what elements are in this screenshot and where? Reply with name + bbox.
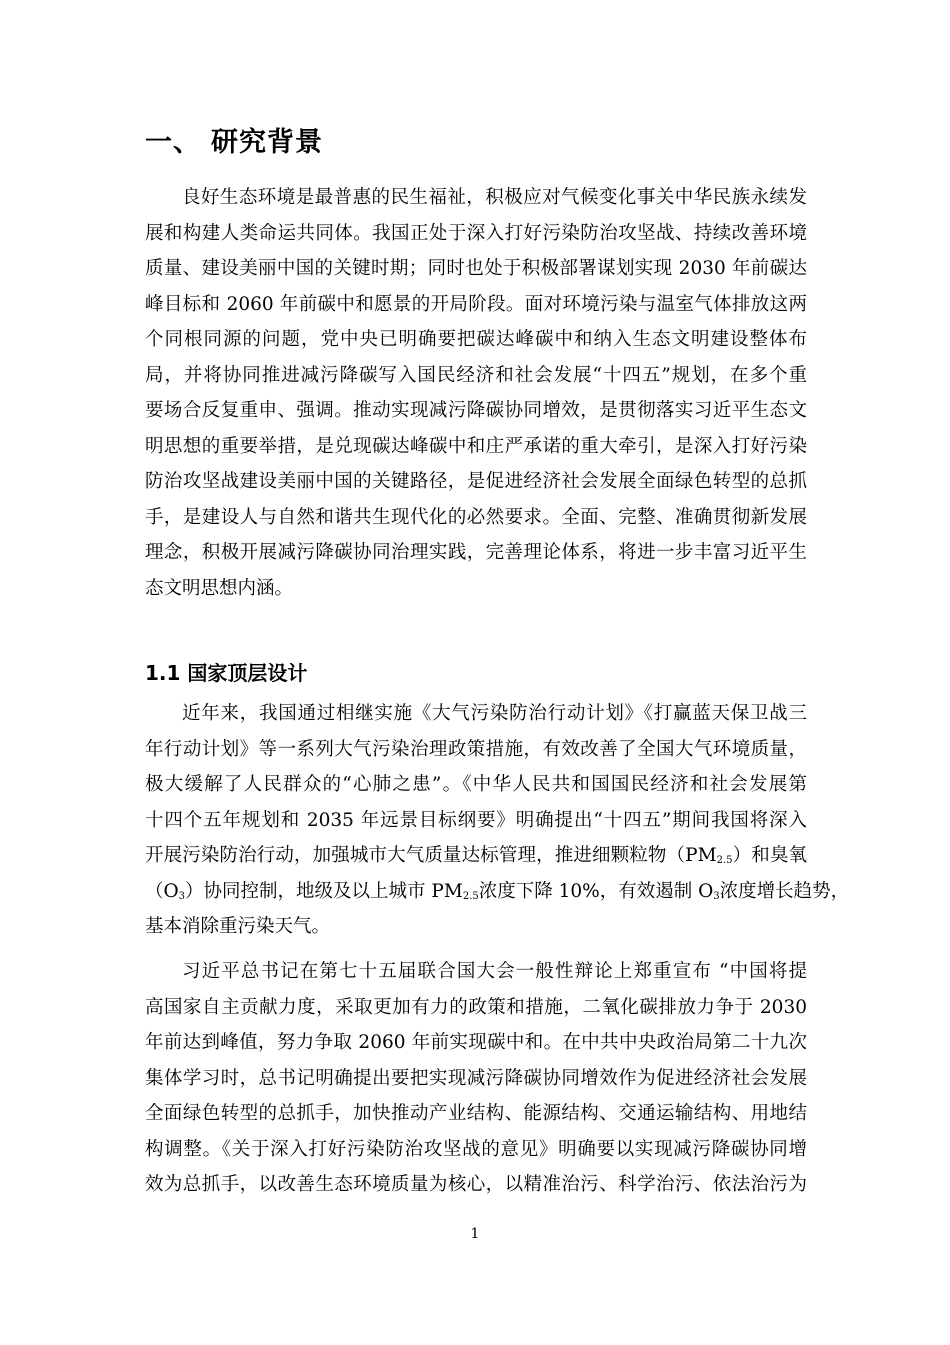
text-line: 极大缓解了人民群众的“心肺之患”。《中华人民共和国国民经济和社会发展第 (145, 774, 807, 795)
text-line: 局，并将协同推进减污降碳写入国民经济和社会发展“十四五”规划，在多个重 (145, 364, 807, 386)
text-line: 防治攻坚战建设美丽中国的关键路径，是促进经济社会发展全面绿色转型的总抓 (145, 471, 807, 492)
text-fragment: 开展污染防治行动，加强城市大气质量达标管理，推进细颗粒物（PM (145, 845, 717, 866)
paragraph-background (145, 180, 807, 606)
text-line: 效为总抓手，以改善生态环境质量为核心，以精准治污、科学治污、依法治污为 (145, 1174, 807, 1195)
section-heading (145, 120, 323, 159)
subscript: 2.5 (462, 890, 479, 902)
text-fragment: ）协同控制，地级及以上城市 PM (185, 880, 463, 902)
text-line: 基本消除重污染天气。 (145, 916, 331, 937)
subsection-heading: 1.1 国家顶层设计 (145, 661, 308, 685)
text-line: 近年来，我国通过相继实施《大气污染防治行动计划》《打赢蓝天保卫战三 (182, 703, 807, 724)
text-line: 明思想的重要举措，是兑现碳达峰碳中和庄严承诺的重大牵引，是深入打好污染 (145, 435, 807, 457)
text-line (145, 838, 807, 874)
text-line: 集体学习时，总书记明确提出要把实现减污降碳协同增效作为促进经济社会发展 (145, 1067, 807, 1089)
text-line: 个同根同源的问题，党中央已明确要把碳达峰碳中和纳入生态文明建设整体布 (145, 329, 807, 350)
paragraph-policy (145, 696, 850, 945)
text-fragment: ）和臭氧 (732, 845, 807, 866)
section-number: 一、 (145, 127, 201, 158)
text-line: 展和构建人类命运共同体。我国正处于深入打好污染防治攻坚战、持续改善环境 (145, 222, 807, 244)
text-fragment: 浓度增长趋势， (719, 880, 850, 902)
text-fragment: （O (145, 880, 179, 902)
text-line: 高国家自主贡献力度，采取更加有力的政策和措施，二氧化碳排放力争于 2030 (145, 996, 807, 1018)
page-number: 1 (470, 1226, 480, 1242)
text-line: 良好生态环境是最普惠的民生福祉，积极应对气候变化事关中华民族永续发 (182, 187, 807, 208)
paragraph-commitment (145, 954, 807, 1203)
text-line: 峰目标和 2060 年前碳中和愿景的开局阶段。面对环境污染与温室气体排放这两 (145, 293, 807, 315)
text-line: 态文明思想内涵。 (145, 577, 294, 599)
text-line: 理念，积极开展减污降碳协同治理实践，完善理论体系，将进一步丰富习近平生 (145, 542, 807, 563)
text-line (145, 874, 850, 910)
text-line: 质量、建设美丽中国的关键时期；同时也处于积极部署谋划实现 2030 年前碳达 (145, 258, 807, 279)
text-line: 要场合反复重申、强调。推动实现减污降碳协同增效，是贯彻落实习近平生态文 (145, 400, 807, 421)
text-line: 年前达到峰值，努力争取 2060 年前实现碳中和。在中共中央政治局第二十九次 (145, 1032, 807, 1053)
text-line: 构调整。《关于深入打好污染防治攻坚战的意见》明确要以实现减污降碳协同增 (145, 1138, 807, 1160)
section-title: 研究背景 (211, 127, 323, 158)
subscript: 3 (178, 890, 186, 902)
text-fragment: 浓度下降 10%，有效遏制 O (478, 880, 714, 902)
subscript: 2.5 (716, 855, 733, 866)
text-line: 习近平总书记在第七十五届联合国大会一般性辩论上郑重宣布 “中国将提 (182, 961, 807, 982)
text-line: 年行动计划》等一系列大气污染治理政策措施，有效改善了全国大气环境质量， (145, 738, 807, 760)
text-line: 手，是建设人与自然和谐共生现代化的必然要求。全面、完整、准确贯彻新发展 (145, 506, 807, 528)
subscript: 3 (713, 890, 720, 902)
text-line: 全面绿色转型的总抓手，加快推动产业结构、能源结构、交通运输结构、用地结 (145, 1103, 807, 1124)
text-line: 十四个五年规划和 2035 年远景目标纲要》明确提出“十四五”期间我国将深入 (145, 809, 807, 831)
